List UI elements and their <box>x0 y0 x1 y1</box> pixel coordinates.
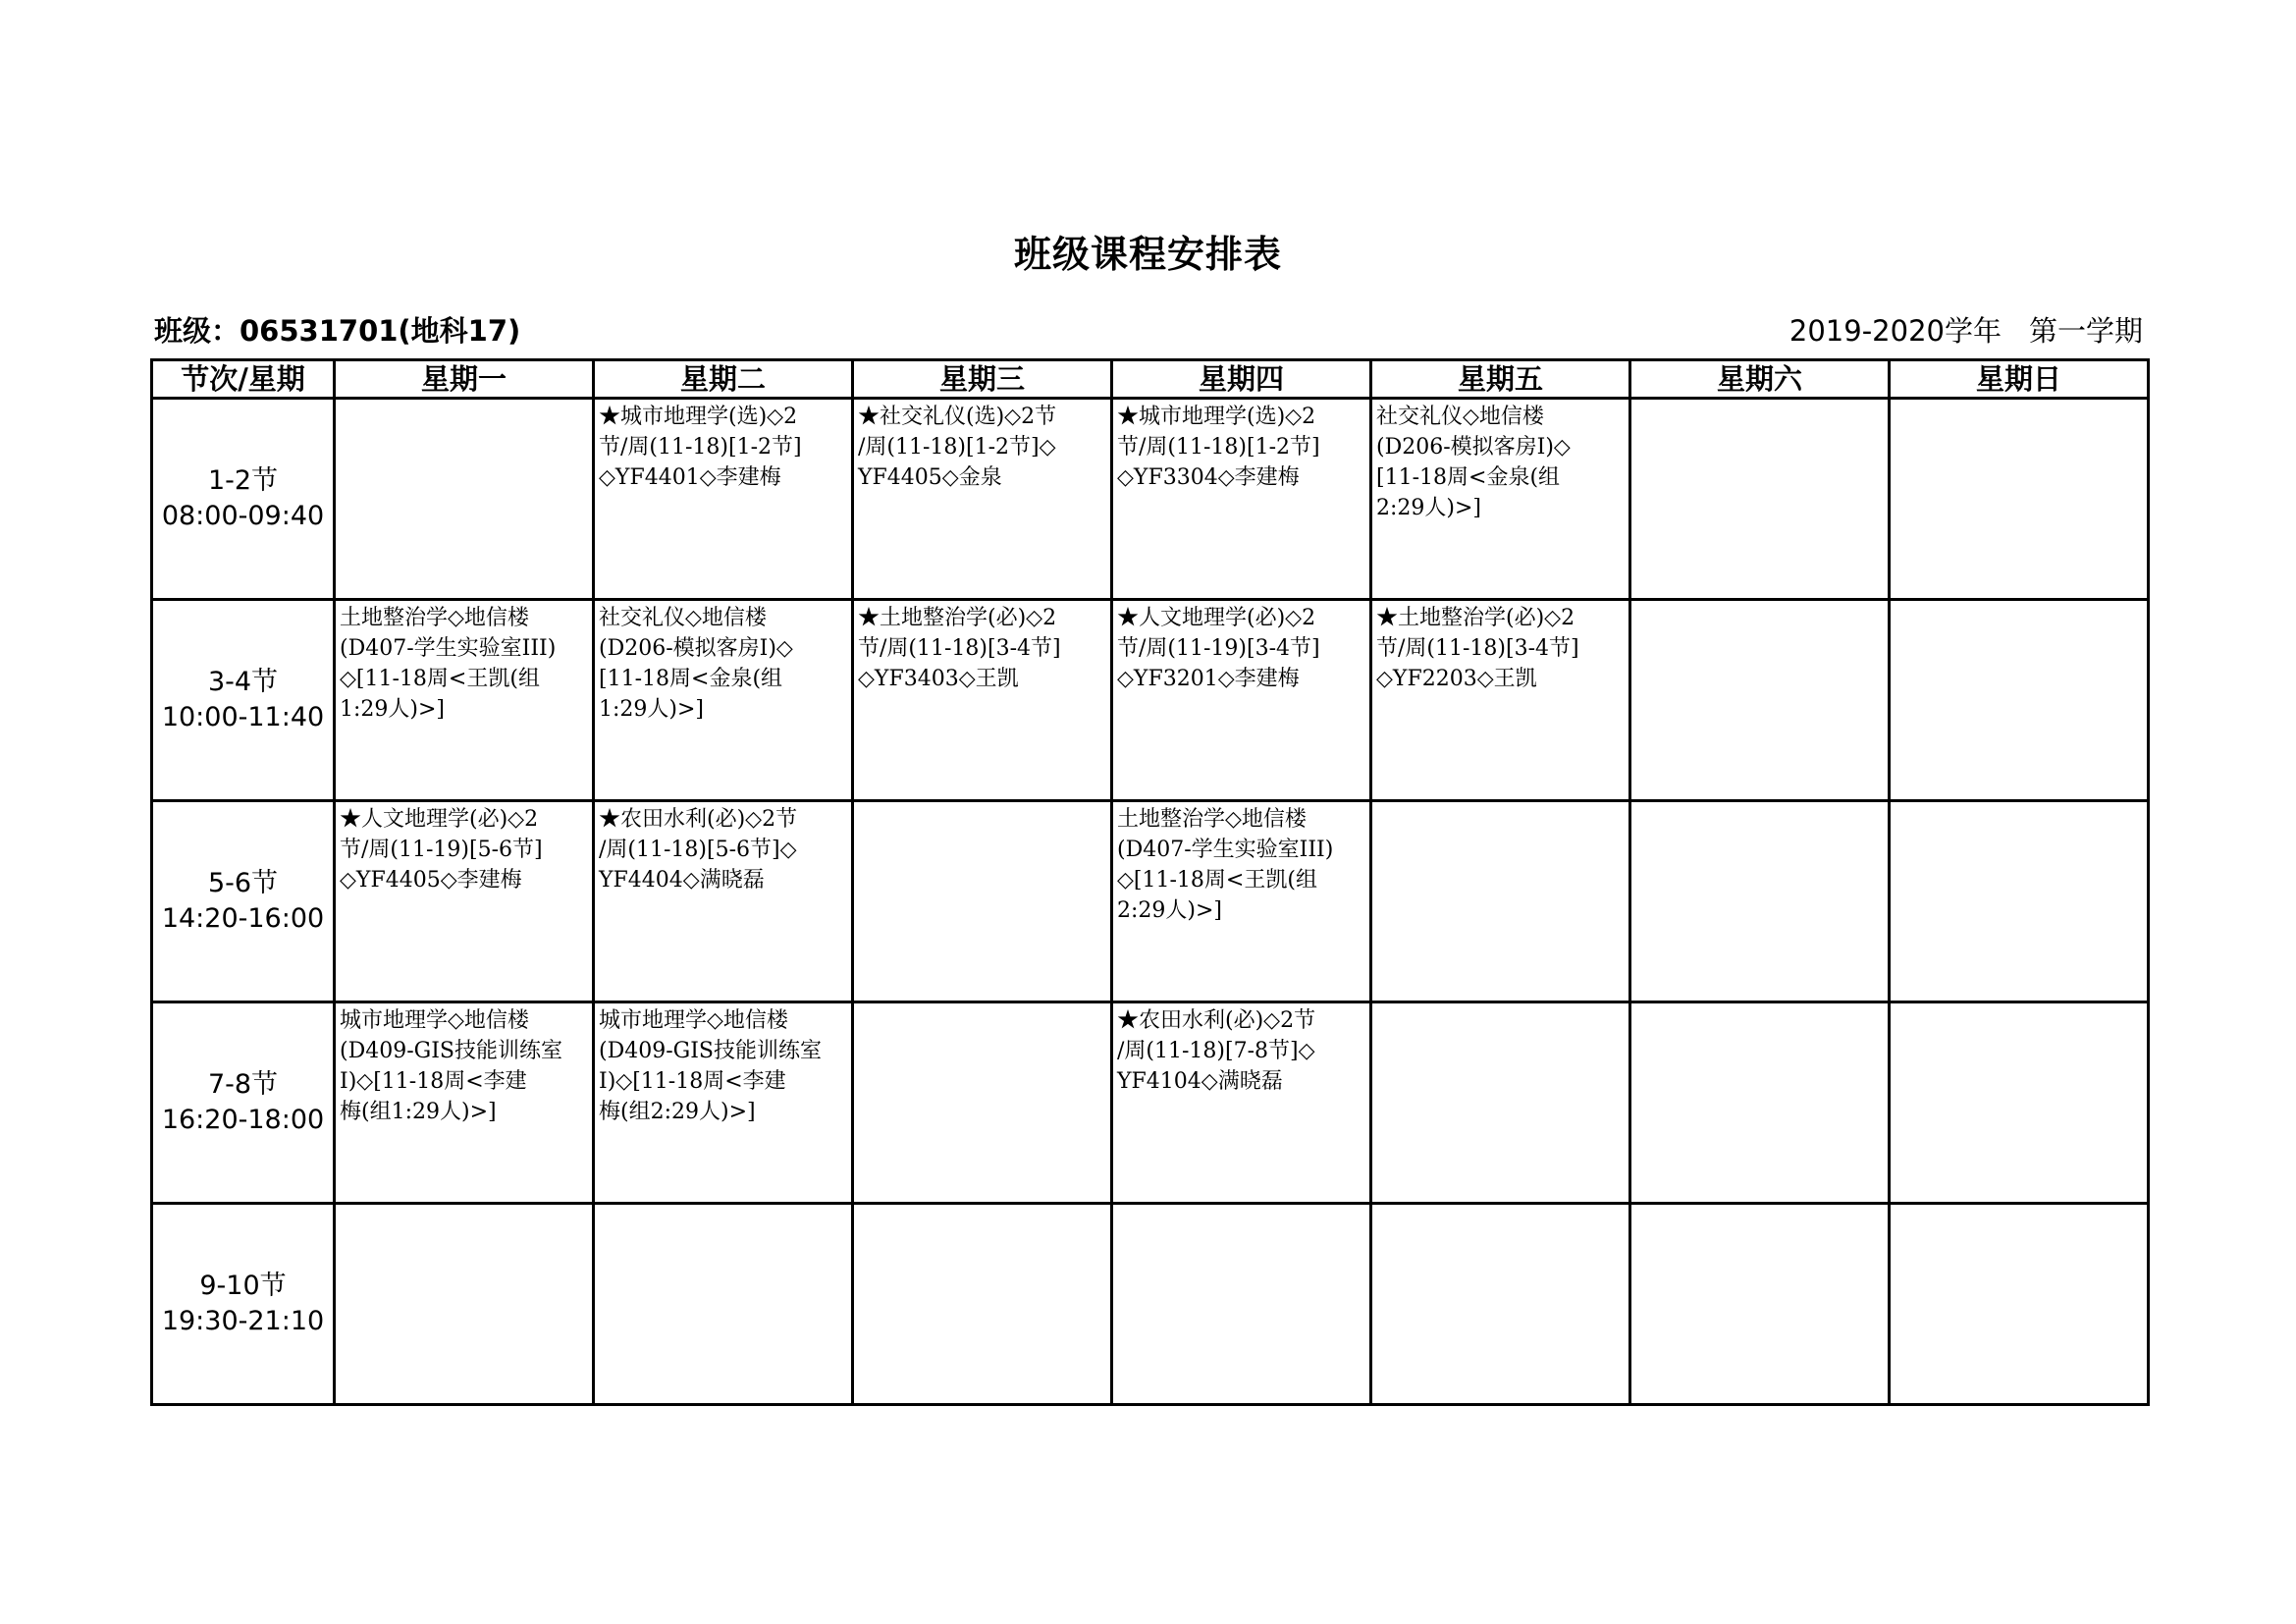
course-cell <box>1890 1002 2149 1204</box>
header-cell-monday: 星期一 <box>335 360 594 399</box>
course-text <box>1631 1003 1888 1005</box>
term-label <box>1789 310 2143 352</box>
period-time: 19:30-21:10 <box>161 1306 325 1336</box>
period-label: 3-4节 <box>207 667 279 697</box>
course-cell <box>1112 1204 1371 1405</box>
course-cell <box>1890 1204 2149 1405</box>
course-text: 土地整治学◇地信楼 (D407-学生实验室III) ◇[11-18周<王凯(组 1:29人)>] <box>340 606 557 722</box>
course-cell <box>594 1002 853 1204</box>
period-cell <box>152 600 335 801</box>
course-cell <box>335 1002 594 1204</box>
period-label: 1-2节 <box>207 465 279 496</box>
academic-year: 2019-2020学年 <box>1789 314 2002 348</box>
class-label: 班级：06531701(地科17) <box>154 314 521 348</box>
header-cell-wednesday: 星期三 <box>853 360 1112 399</box>
course-text <box>854 802 1110 804</box>
course-text: ★城市地理学(选)◇2 节/周(11-18)[1-2节] ◇YF3304◇李建梅 <box>1117 405 1320 490</box>
period-time: 08:00-09:40 <box>161 501 325 531</box>
course-cell <box>1371 801 1630 1002</box>
course-text: 社交礼仪◇地信楼 (D206-模拟客房Ⅰ)◇ [11-18周<金泉(组 1:29人)>] <box>599 606 793 722</box>
course-cell <box>594 399 853 600</box>
course-cell <box>853 399 1112 600</box>
header-cell-tuesday: 星期二 <box>594 360 853 399</box>
course-cell <box>853 1204 1112 1405</box>
course-text <box>1891 802 2147 804</box>
header-cell-sunday: 星期日 <box>1890 360 2149 399</box>
course-cell <box>1890 600 2149 801</box>
period-time: 14:20-16:00 <box>161 903 325 934</box>
course-text <box>336 1205 592 1207</box>
course-text <box>854 1003 1110 1005</box>
period-label: 7-8节 <box>207 1069 279 1100</box>
course-text <box>1631 802 1888 804</box>
course-cell <box>1112 1002 1371 1204</box>
course-cell <box>594 801 853 1002</box>
period-time: 16:20-18:00 <box>161 1105 325 1135</box>
header-cell-saturday: 星期六 <box>1630 360 1890 399</box>
header-cell-period: 节次/星期 <box>152 360 335 399</box>
course-cell <box>1112 399 1371 600</box>
course-cell <box>1112 600 1371 801</box>
course-cell <box>1371 399 1630 600</box>
table-row <box>152 1002 2149 1204</box>
course-text <box>1631 1205 1888 1207</box>
course-text <box>854 1205 1110 1207</box>
course-text <box>1113 1205 1369 1207</box>
course-text: ★农田水利(必)◇2节 /周(11-18)[7-8节]◇ YF4104◇满晓磊 <box>1117 1008 1316 1094</box>
course-cell <box>1890 399 2149 600</box>
period-cell <box>152 1204 335 1405</box>
course-text <box>1631 400 1888 402</box>
period-cell <box>152 801 335 1002</box>
course-cell <box>335 399 594 600</box>
course-cell <box>1630 801 1890 1002</box>
table-row <box>152 1204 2149 1405</box>
course-cell <box>335 801 594 1002</box>
course-text <box>595 1205 851 1207</box>
schedule-table <box>150 358 2150 1406</box>
course-cell <box>1630 1002 1890 1204</box>
period-time: 10:00-11:40 <box>161 702 325 732</box>
period-cell <box>152 1002 335 1204</box>
course-text: ★社交礼仪(选)◇2节 /周(11-18)[1-2节]◇ YF4405◇金泉 <box>858 405 1057 490</box>
course-text: ★人文地理学(必)◇2 节/周(11-19)[5-6节] ◇YF4405◇李建梅 <box>340 807 543 893</box>
table-row <box>152 801 2149 1002</box>
course-text <box>336 400 592 402</box>
period-label: 9-10节 <box>199 1271 287 1301</box>
course-text <box>1891 601 2147 603</box>
course-text <box>1372 802 1629 804</box>
course-cell <box>335 1204 594 1405</box>
course-cell <box>1371 1002 1630 1204</box>
course-cell <box>1371 600 1630 801</box>
course-text: 城市地理学◇地信楼 (D409-GIS技能训练室 Ⅰ)◇[11-18周<李建 梅(组2:29人)>] <box>599 1008 822 1124</box>
course-text: ★土地整治学(必)◇2 节/周(11-18)[3-4节] ◇YF3403◇王凯 <box>858 606 1061 691</box>
course-text <box>1891 1205 2147 1207</box>
course-text: ★农田水利(必)◇2节 /周(11-18)[5-6节]◇ YF4404◇满晓磊 <box>599 807 798 893</box>
period-cell <box>152 399 335 600</box>
course-text: 社交礼仪◇地信楼 (D206-模拟客房Ⅰ)◇ [11-18周<金泉(组 2:29人)>] <box>1376 405 1571 520</box>
course-text <box>1631 601 1888 603</box>
period-label: 5-6节 <box>207 868 279 898</box>
header-cell-thursday: 星期四 <box>1112 360 1371 399</box>
table-row <box>152 600 2149 801</box>
course-cell <box>1630 1204 1890 1405</box>
semester: 第一学期 <box>2028 314 2143 348</box>
course-text <box>1891 400 2147 402</box>
course-cell <box>1371 1204 1630 1405</box>
course-cell <box>1112 801 1371 1002</box>
course-cell <box>853 600 1112 801</box>
course-text: ★城市地理学(选)◇2 节/周(11-18)[1-2节] ◇YF4401◇李建梅 <box>599 405 802 490</box>
table-row <box>152 399 2149 600</box>
course-text <box>1372 1205 1629 1207</box>
course-text <box>1372 1003 1629 1005</box>
course-text: 土地整治学◇地信楼 (D407-学生实验室III) ◇[11-18周<王凯(组 2:29人)>] <box>1117 807 1334 923</box>
course-cell <box>335 600 594 801</box>
course-cell <box>853 1002 1112 1204</box>
course-text: ★人文地理学(必)◇2 节/周(11-19)[3-4节] ◇YF3201◇李建梅 <box>1117 606 1320 691</box>
header-row <box>152 360 2149 399</box>
course-cell <box>1630 399 1890 600</box>
course-cell <box>853 801 1112 1002</box>
header-cell-friday: 星期五 <box>1371 360 1630 399</box>
course-cell <box>594 1204 853 1405</box>
course-cell <box>1630 600 1890 801</box>
course-text <box>1891 1003 2147 1005</box>
course-text: ★土地整治学(必)◇2 节/周(11-18)[3-4节] ◇YF2203◇王凯 <box>1376 606 1579 691</box>
page-title: 班级课程安排表 <box>1013 233 1282 276</box>
course-cell <box>1890 801 2149 1002</box>
course-text: 城市地理学◇地信楼 (D409-GIS技能训练室 Ⅰ)◇[11-18周<李建 梅(组1:29人)>] <box>340 1008 562 1124</box>
course-cell <box>594 600 853 801</box>
